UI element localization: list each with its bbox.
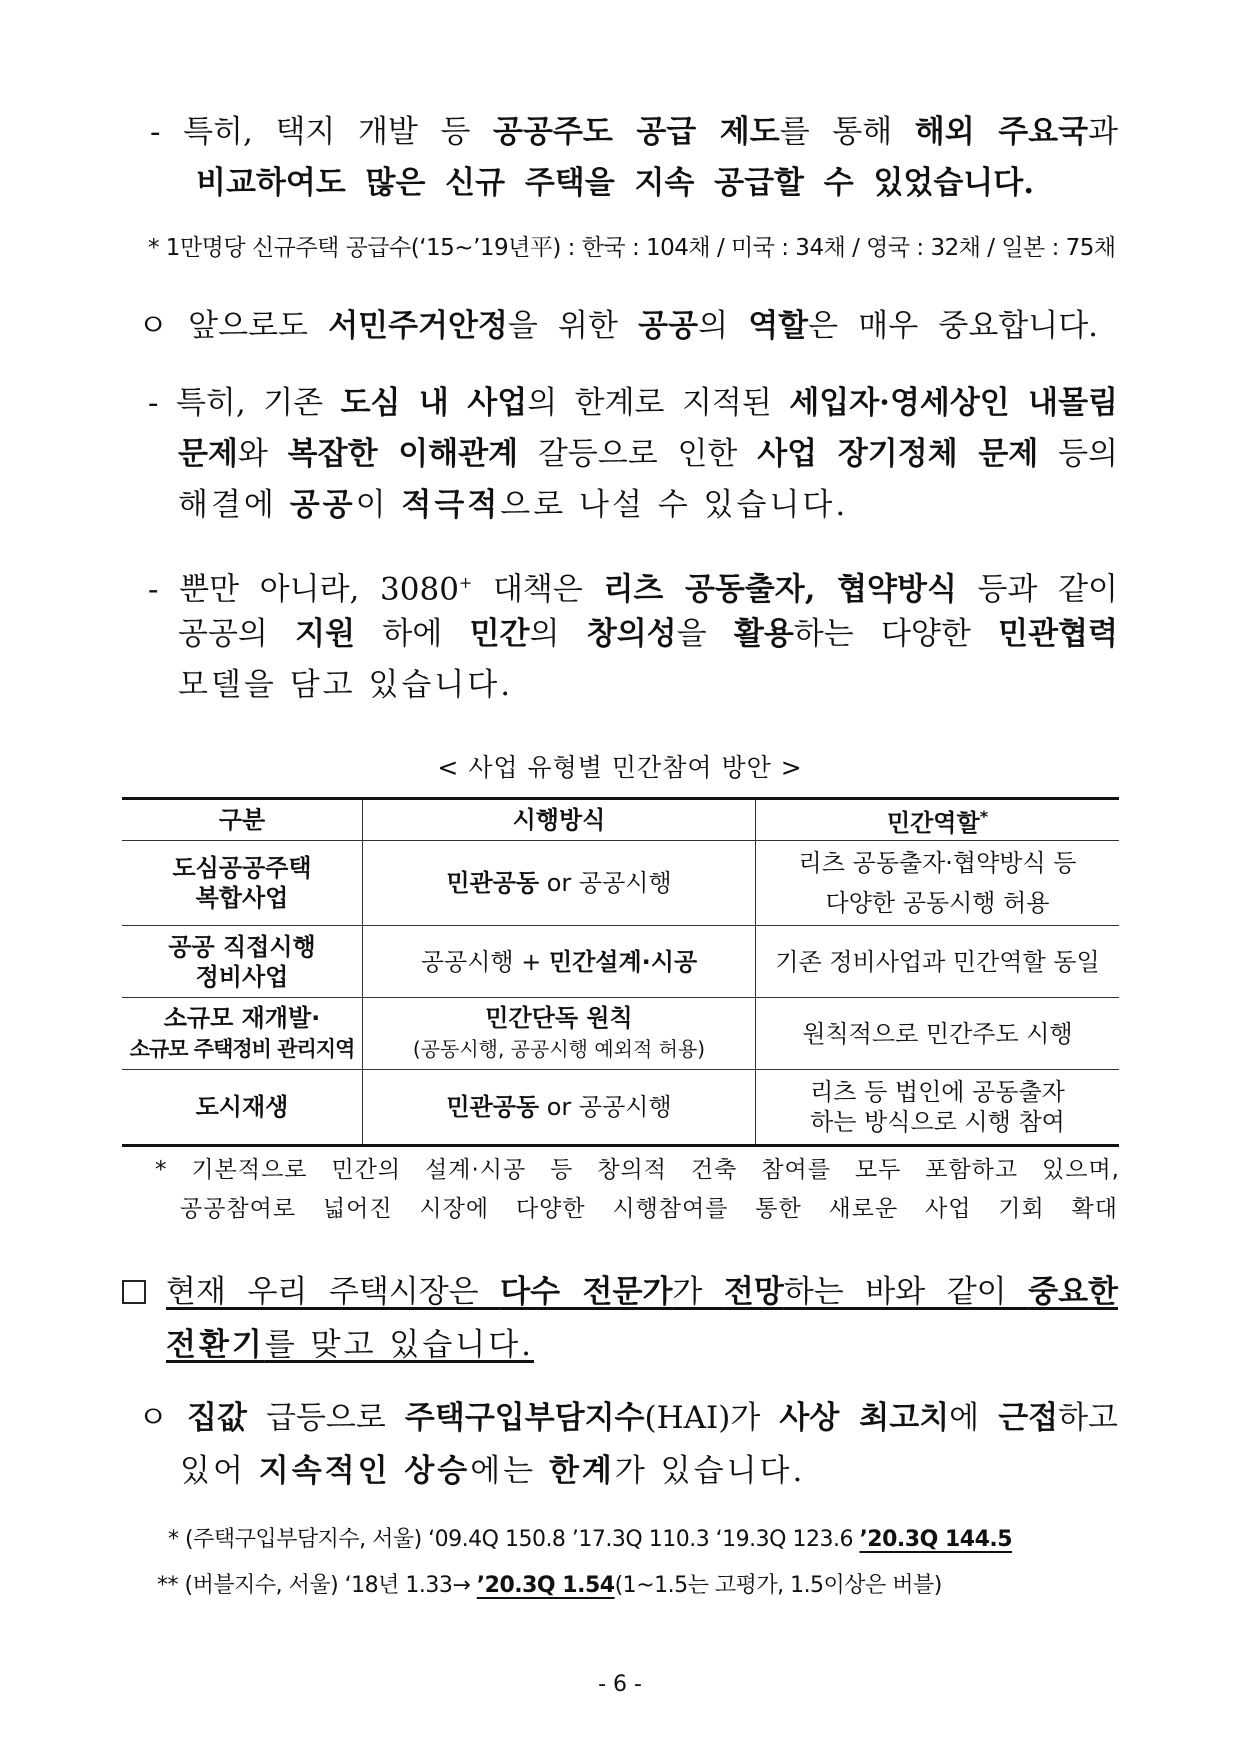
paragraph-line [166, 1323, 534, 1367]
text-span: 하는 다양한 [793, 616, 999, 652]
text-span: 은 매우 중요합니다. [808, 308, 1098, 344]
text-span: 해결에 [178, 487, 290, 523]
paragraph-line [196, 161, 1034, 205]
footnote [168, 1524, 1012, 1556]
text-span: 공공의 [178, 616, 296, 652]
text-span: 를 통해 [779, 114, 915, 150]
paragraph-line [178, 612, 1118, 656]
bold-span: 중요한 [1028, 1274, 1118, 1310]
cell-bold-text: 민간단독 원칙 [485, 1004, 633, 1032]
bold-span: 전환기 [166, 1327, 265, 1363]
cell-text: 리츠 공동출자·협약방식 등 [798, 849, 1077, 877]
table-cell [756, 926, 1120, 998]
bold-span: 리츠 공동출자, 협약방식 [603, 571, 957, 608]
table-footnote [155, 1154, 1120, 1186]
text-span: 있어 [180, 1453, 259, 1489]
dash-marker: - [148, 571, 159, 608]
text-span: (HAI)가 [644, 1400, 780, 1436]
table-cell [122, 926, 363, 998]
cell-text: 소규모 주택정비 관리지역 [129, 1037, 355, 1061]
footnote [157, 1570, 942, 1602]
text-span: 모델을 담고 있습니다. [178, 667, 514, 703]
table-row [122, 841, 1119, 926]
footnote: * 1만명당 신규주택 공급수(‘15~’19년平) : 한국 : 104채 / 미국 : 34채 / 영국 : 32채 / 일본 : 75채 [148, 235, 1116, 261]
table-cell [363, 998, 756, 1070]
footnote-text: ** (버블지수, 서울) ‘18년 1.33→ [157, 1573, 477, 1598]
text-span: 으로 나설 수 있습니다. [500, 487, 849, 523]
table-caption: < 사업 유형별 민간참여 방안 > [437, 753, 803, 782]
page-number: - 6 - [598, 1672, 642, 1697]
paragraph-line [178, 663, 513, 707]
footnote-text: (1~1.5는 고평가, 1.5이상은 버블) [614, 1573, 942, 1598]
text-span: 의 [529, 616, 587, 652]
bold-span: 세입자·영세상인 내몰림 [789, 385, 1118, 421]
bold-span: 비교하여도 많은 신규 주택을 지속 공급할 수 있었습니다. [196, 165, 1034, 201]
text-span: 하에 [355, 616, 470, 652]
text-span: 하고 [1058, 1400, 1119, 1436]
text-span: 등의 [1038, 436, 1118, 472]
bold-span: 공공주도 공급 제도 [493, 114, 780, 150]
bold-span: 적극적 [401, 487, 501, 523]
paragraph-line [166, 1270, 1118, 1314]
text-span: 뿐만 아니라, 3080 [179, 571, 459, 608]
header-text: 민간역할 [886, 809, 980, 837]
paragraph-line [178, 432, 1118, 476]
superscript: + [458, 573, 473, 592]
text-span: 에 [949, 1400, 999, 1436]
text-span: 의 한계로 지적된 [527, 385, 790, 421]
text-span: 의 [698, 308, 749, 344]
circle-marker: ㅇ [138, 1400, 168, 1436]
paragraph-line [178, 483, 848, 527]
bold-span: 지속적인 상승 [258, 1453, 471, 1489]
cell-text: 도시재생 [195, 1093, 289, 1121]
bold-span: 공공 [289, 487, 356, 523]
checkbox-square-icon [122, 1280, 146, 1304]
text-span: 급등으로 [246, 1400, 405, 1436]
text-span: 현재 우리 주택시장은 [166, 1274, 501, 1310]
table-row [122, 998, 1119, 1070]
cell-text: 도심공공주택 [172, 854, 312, 882]
footnote-text: * (주택구입부담지수, 서울) ‘09.4Q 150.8 ’17.3Q 110.3 ‘19.3Q 123.6 [168, 1527, 860, 1552]
circle-marker: ㅇ [138, 308, 168, 344]
paragraph-line [148, 381, 1118, 425]
table-cell [363, 926, 756, 998]
cell-text: 원칙적으로 민간주도 시행 [802, 1019, 1073, 1048]
text-span: 갈등으로 인한 [518, 436, 758, 472]
paragraph-line [138, 304, 1098, 348]
text-span: 에는 [470, 1453, 549, 1489]
table-cell [363, 1070, 756, 1146]
bold-span: 다수 전문가 [500, 1274, 673, 1310]
cell-text: 리츠 등 법인에 공동출자 [810, 1078, 1065, 1106]
bold-span: 문제 [178, 436, 238, 472]
cell-text: 하는 방식으로 시행 참여 [810, 1108, 1065, 1136]
cell-bold-text: 민간설계·시공 [548, 947, 698, 976]
cell-text: 소규모 재개발· [163, 1004, 321, 1032]
table-cell [756, 1070, 1120, 1146]
bold-span: 지원 [295, 616, 356, 652]
text-span: 이 [355, 487, 402, 523]
table-row [122, 1070, 1119, 1146]
bold-span: 근접 [998, 1400, 1059, 1436]
bold-span: 한계 [548, 1453, 615, 1489]
cell-text: 복합사업 [195, 884, 289, 912]
cell-text: 다양한 공동시행 허용 [825, 889, 1050, 917]
bold-span: 서민주거안정 [328, 308, 508, 344]
footnote-text: 공공참여로 넓어진 시장에 다양한 시행참여를 통한 새로운 사업 기회 확대 [180, 1196, 1118, 1222]
table-cell [122, 998, 363, 1070]
bold-span: 사업 장기정체 문제 [757, 436, 1039, 472]
dash-marker: - [148, 385, 159, 421]
table-header-row [122, 799, 1119, 841]
text-span: 과 [1088, 114, 1118, 150]
bold-span: 복잡한 이해관계 [287, 436, 519, 472]
text-span: 와 [237, 436, 288, 472]
bold-span: 주택구입부담지수 [404, 1400, 645, 1436]
bold-span: 전망 [723, 1274, 784, 1310]
paragraph-line [150, 110, 1118, 154]
dash-marker: - [150, 114, 161, 150]
text-span: 를 맞고 있습니다. [264, 1327, 535, 1363]
text-span: 가 [672, 1274, 724, 1310]
cell-text: 기존 정비사업과 민간역할 동일 [775, 947, 1100, 976]
bold-span: 민간 [469, 616, 530, 652]
text-span: 대책은 [472, 571, 604, 608]
bold-span: 사상 최고치 [779, 1400, 950, 1436]
table-cell [363, 841, 756, 926]
text-span: 등과 같이 [956, 571, 1118, 608]
participation-table [122, 797, 1119, 1147]
text-span: 특히, 기존 [175, 385, 341, 421]
bold-span: 해외 주요국 [914, 114, 1089, 150]
paragraph-line [148, 561, 1118, 611]
table-row [122, 926, 1119, 998]
table-footnote [180, 1193, 1118, 1225]
text-span: 을 위한 [507, 308, 639, 344]
text-span: 특히, 택지 개발 등 [183, 114, 494, 150]
header-cell: 시행방식 [363, 799, 756, 841]
header-cell: 구분 [122, 799, 363, 841]
footnote-text: * 기본적으로 민간의 설계·시공 등 창의적 건축 참여를 모두 포함하고 있으며, [155, 1157, 1120, 1183]
cell-bold-text: 민관공동 [446, 1093, 540, 1121]
cell-bold-text: 민관공동 [446, 869, 540, 897]
paragraph-line [180, 1449, 805, 1493]
table-cell [756, 841, 1120, 926]
table-cell [122, 841, 363, 926]
bold-span: 역할 [748, 308, 809, 344]
underlined-value: ’20.3Q 1.54 [476, 1573, 615, 1598]
bold-span: 창의성 [586, 616, 677, 652]
bold-span: 공공 [638, 308, 699, 344]
header-cell [756, 799, 1120, 841]
cell-text: 공공시행 + [420, 947, 549, 976]
cell-text: or 공공시행 [539, 869, 672, 897]
cell-small-text: (공동시행, 공공시행 예외적 허용) [412, 1037, 706, 1061]
paragraph-line [138, 1396, 1118, 1440]
table-cell [122, 1070, 363, 1146]
bold-span: 집값 [187, 1400, 247, 1436]
text-span: 앞으로도 [188, 308, 329, 344]
bold-span: 활용 [733, 616, 794, 652]
superscript: * [979, 807, 989, 826]
text-span: 가 있습니다. [614, 1453, 806, 1489]
underlined-value: ’20.3Q 144.5 [859, 1527, 1013, 1552]
text-span: 하는 바와 같이 [783, 1274, 1029, 1310]
table-cell [756, 998, 1120, 1070]
cell-text: 공공 직접시행 [168, 932, 316, 961]
bold-span: 민관협력 [998, 616, 1118, 652]
cell-text: 정비사업 [195, 962, 289, 991]
cell-text: or 공공시행 [539, 1093, 672, 1121]
bold-span: 도심 내 사업 [340, 385, 528, 421]
text-span: 을 [676, 616, 734, 652]
